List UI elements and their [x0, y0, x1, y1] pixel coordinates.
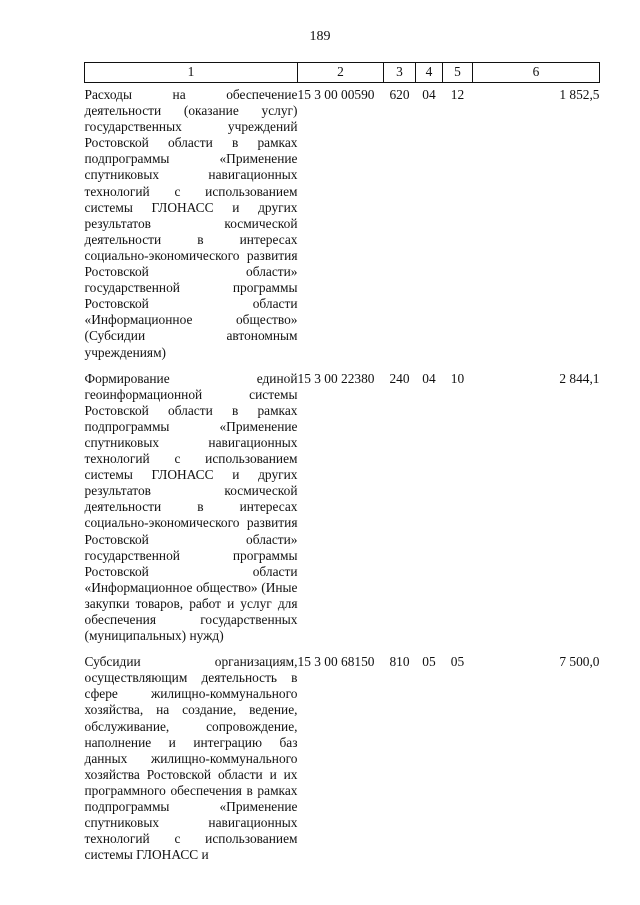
row-code: 15 3 00 22380	[297, 370, 375, 386]
column-header-3: 3	[384, 63, 416, 83]
table-row	[85, 367, 600, 651]
row-col3: 810	[389, 654, 410, 670]
column-header-4: 4	[416, 63, 443, 83]
table-row	[85, 650, 600, 869]
row-col5: 10	[450, 370, 465, 386]
row-description: Субсидии организациям, осуществляющим деятельность в сфере жилищно-коммунального хозяйства, на создание, ведение, обслуживание, сопровождение, наполнение и интеграцию баз данных жилищно-коммунального хозяйства Ростовской области и их программного обеспечения в рамках подпрограммы «Применение спутниковых навигационных технологий с использованием системы ГЛОНАСС и	[84, 654, 298, 863]
column-header-6: 6	[473, 63, 600, 83]
table-row	[85, 83, 600, 367]
row-col4: 04	[422, 87, 436, 102]
column-header-5: 5	[443, 63, 473, 83]
column-header-1: 1	[85, 63, 298, 83]
row-col4: 05	[422, 654, 436, 670]
column-header-2: 2	[298, 63, 384, 83]
row-description: Формирование единой геоинформационной системы Ростовской области в рамках подпрограммы «Применение спутниковых навигационных технологий с использованием системы ГЛОНАСС и других результатов космической деятельности в интересах социально-экономического развития Ростовской области» государственной программы Ростовской области «Информационное общество» (Иные закупки товаров, работ и услуг для обеспечения государственных (муниципальных) нужд)	[84, 370, 298, 644]
row-amount: 1 852,5	[559, 87, 600, 102]
row-col3: 240	[389, 370, 410, 386]
row-col4: 04	[422, 370, 436, 386]
table-header-row	[85, 63, 600, 83]
row-description: Расходы на обеспечение деятельности (оказание услуг) государственных учреждений Ростовской области в рамках подпрограммы «Применение спутниковых навигационных технологий с использованием системы ГЛОНАСС и других результатов космической деятельности в интересах социально-экономического развития Ростовской области» государственной программы Ростовской области «Информационное общество» (Субсидии автономным учреждениям)	[84, 87, 298, 360]
row-amount: 7 500,0	[559, 654, 600, 670]
row-col5: 05	[450, 654, 465, 670]
budget-table	[84, 62, 600, 869]
row-code: 15 3 00 68150	[297, 654, 375, 670]
page-number: 189	[309, 29, 331, 44]
row-col3: 620	[389, 87, 410, 102]
row-col5: 12	[450, 87, 465, 102]
row-code: 15 3 00 00590	[297, 87, 375, 102]
row-amount: 2 844,1	[559, 370, 600, 386]
